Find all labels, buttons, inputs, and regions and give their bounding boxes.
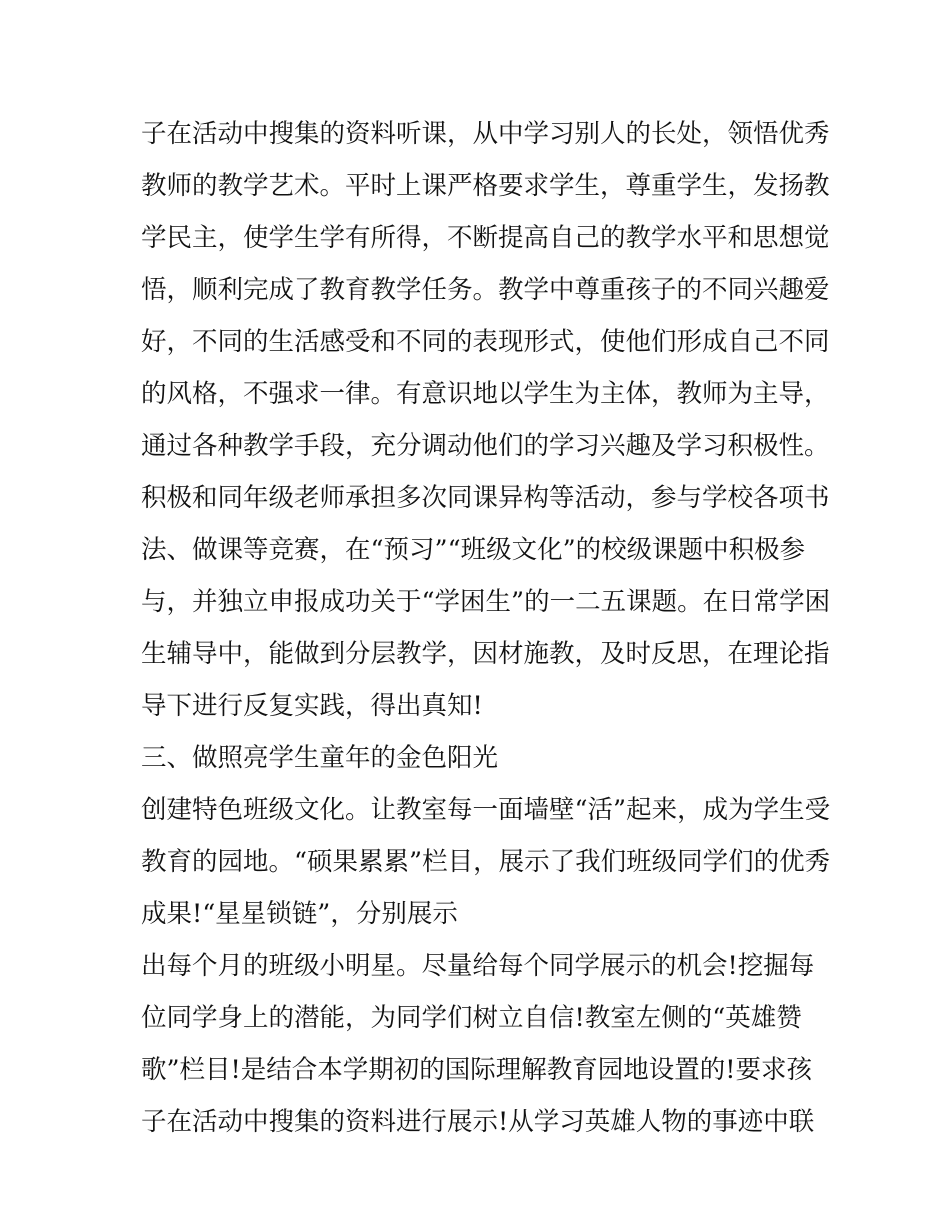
text-line: 与，并独立申报成功关于“学困生”的一二五课题。在日常学困 bbox=[141, 587, 831, 617]
text-line: 学民主，使学生学有所得，不断提高自己的教学水平和思想觉 bbox=[141, 223, 830, 253]
text-line: 好，不同的生活感受和不同的表现形式，使他们形成自己不同 bbox=[141, 327, 830, 357]
text-line: 教师的教学艺术。平时上课严格要求学生，尊重学生，发扬教 bbox=[141, 171, 830, 201]
text-line: 子在活动中搜集的资料听课，从中学习别人的长处，领悟优秀 bbox=[141, 119, 830, 149]
text-line: 位同学身上的潜能，为同学们树立自信!教室左侧的“英雄赞 bbox=[141, 1003, 802, 1033]
text-line: 悟，顺利完成了教育教学任务。教学中尊重孩子的不同兴趣爱 bbox=[141, 275, 830, 305]
text-line: 导下进行反复实践，得出真知! bbox=[141, 691, 483, 721]
text-line: 成果!“星星锁链”，分别展示 bbox=[141, 899, 458, 929]
text-line: 歌”栏目!是结合本学期初的国际理解教育园地设置的!要求孩 bbox=[141, 1055, 813, 1085]
text-line: 积极和同年级老师承担多次同课异构等活动，参与学校各项书 bbox=[141, 483, 830, 513]
text-line: 出每个月的班级小明星。尽量给每个同学展示的机会!挖掘每 bbox=[141, 951, 815, 981]
text-line: 法、做课等竞赛，在“预习”“班级文化”的校级课题中积极参 bbox=[141, 535, 806, 565]
section-heading: 三、做照亮学生童年的金色阳光 bbox=[141, 743, 499, 773]
text-line: 子在活动中搜集的资料进行展示!从学习英雄人物的事迹中联 bbox=[141, 1107, 815, 1137]
text-line: 的风格，不强求一律。有意识地以学生为主体，教师为主导， bbox=[141, 379, 830, 409]
text-line: 教育的园地。“硕果累累”栏目，展示了我们班级同学们的优秀 bbox=[141, 847, 831, 877]
text-line: 通过各种教学手段，充分调动他们的学习兴趣及学习积极性。 bbox=[141, 431, 830, 461]
text-line: 生辅导中，能做到分层教学，因材施教，及时反思，在理论指 bbox=[141, 639, 830, 669]
text-line: 创建特色班级文化。让教室每一面墙壁“活”起来，成为学生受 bbox=[141, 795, 831, 825]
body-text bbox=[141, 108, 831, 1148]
